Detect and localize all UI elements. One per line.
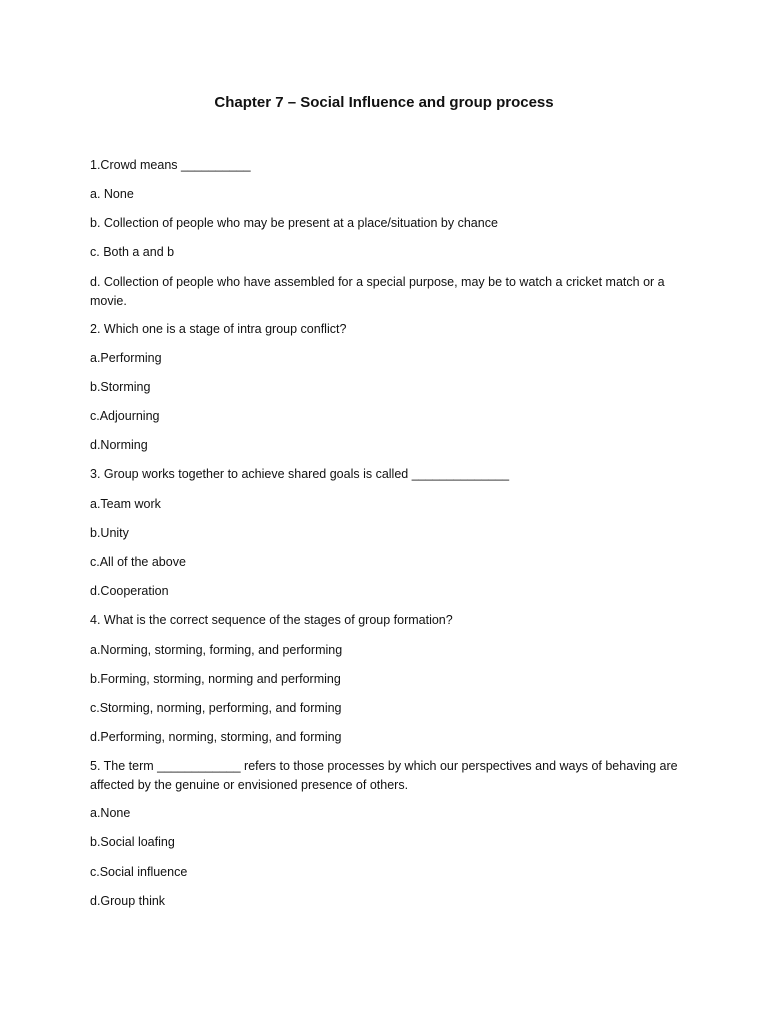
q2-option-b: b.Storming	[90, 380, 151, 394]
q1-option-d: d. Collection of people who have assembled for a special purpose, may be to watch a cricket match or a movie.	[90, 275, 665, 308]
question-1: 1.Crowd means __________	[90, 158, 251, 172]
q5-option-b: b.Social loafing	[90, 835, 175, 849]
q4-option-c: c.Storming, norming, performing, and forming	[90, 701, 342, 715]
q1-option-a: a. None	[90, 187, 134, 201]
q2-option-d: d.Norming	[90, 438, 148, 452]
question-3: 3. Group works together to achieve shared goals is called ______________	[90, 467, 510, 481]
question-5: 5. The term ____________ refers to those processes by which our perspectives and ways of behaving are affected by the genuine or envisioned presence of others.	[90, 759, 678, 792]
question-2: 2. Which one is a stage of intra group conflict?	[90, 322, 347, 336]
q3-option-c: c.All of the above	[90, 555, 186, 569]
q3-option-a: a.Team work	[90, 497, 161, 511]
q2-option-a: a.Performing	[90, 351, 162, 365]
q1-option-b: b. Collection of people who may be present at a place/situation by chance	[90, 216, 498, 230]
q4-option-d: d.Performing, norming, storming, and forming	[90, 730, 342, 744]
q4-option-a: a.Norming, storming, forming, and performing	[90, 643, 343, 657]
q4-option-b: b.Forming, storming, norming and performing	[90, 672, 341, 686]
q3-option-b: b.Unity	[90, 526, 129, 540]
q5-option-a: a.None	[90, 806, 131, 820]
q1-option-c: c. Both a and b	[90, 245, 175, 259]
q2-option-c: c.Adjourning	[90, 409, 160, 423]
q5-option-c: c.Social influence	[90, 865, 188, 879]
page-title: Chapter 7 – Social Influence and group process	[214, 94, 554, 111]
q3-option-d: d.Cooperation	[90, 584, 169, 598]
question-4: 4. What is the correct sequence of the stages of group formation?	[90, 613, 453, 627]
q5-option-d: d.Group think	[90, 894, 166, 908]
